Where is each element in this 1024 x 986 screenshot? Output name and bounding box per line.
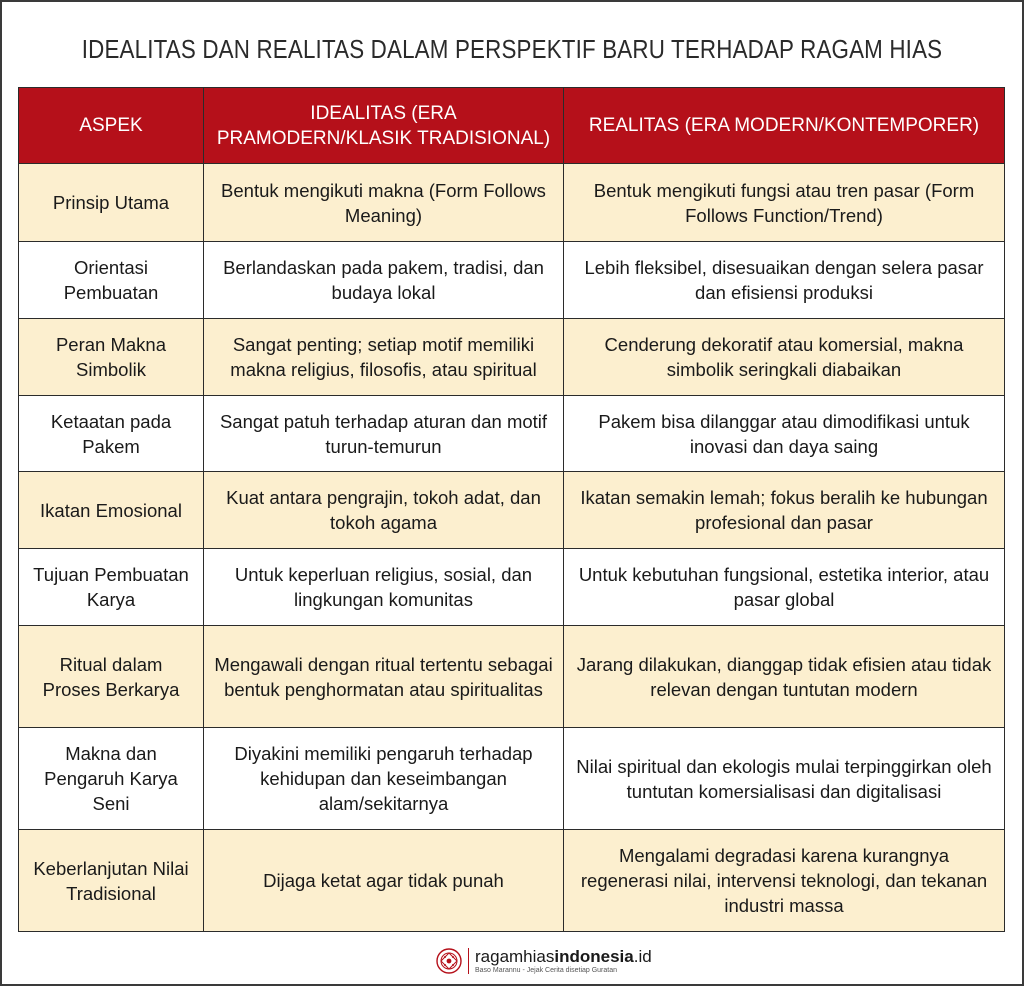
cell-realitas: Jarang dilakukan, dianggap tidak efisien atau tidak relevan dengan tuntutan modern [564,626,1005,728]
header-realitas: REALITAS (ERA MODERN/KONTEMPORER) [564,88,1005,164]
ragamhias-logo-icon [436,948,462,974]
logo-divider [468,948,469,974]
cell-realitas: Pakem bisa dilanggar atau dimodifikasi untuk inovasi dan daya saing [564,396,1005,472]
table-row [19,549,1005,626]
table-body [19,164,1005,932]
table-row [19,626,1005,728]
comparison-table [18,87,1005,932]
brand-tagline: Baso Marannu - Jejak Cerita disetiap Guratan [475,966,618,974]
cell-idealitas: Dijaga ketat agar tidak punah [204,830,564,932]
cell-aspek: Ketaatan pada Pakem [19,396,204,472]
cell-idealitas: Sangat penting; setiap motif memiliki makna religius, filosofis, atau spiritual [204,319,564,396]
cell-aspek: Keberlanjutan Nilai Tradisional [19,830,204,932]
table-row [19,396,1005,472]
table-row [19,728,1005,830]
page-title: IDEALITAS DAN REALITAS DALAM PERSPEKTIF BARU TERHADAP RAGAM HIAS [81,34,943,64]
cell-aspek: Tujuan Pembuatan Karya [19,549,204,626]
brand-part-1: ragamhias [475,946,555,966]
table-row [19,472,1005,549]
brand-part-2: indonesia [554,946,634,966]
cell-aspek: Ikatan Emosional [19,472,204,549]
cell-realitas: Bentuk mengikuti fungsi atau tren pasar (Form Follows Function/Trend) [564,164,1005,242]
cell-idealitas: Diyakini memiliki pengaruh terhadap kehidupan dan keseimbangan alam/sekitarnya [204,728,564,830]
cell-realitas: Lebih fleksibel, disesuaikan dengan selera pasar dan efisiensi produksi [564,242,1005,319]
cell-idealitas: Untuk keperluan religius, sosial, dan lingkungan komunitas [204,549,564,626]
table-row [19,164,1005,242]
table-header-row [19,88,1005,164]
cell-idealitas: Sangat patuh terhadap aturan dan motif turun-temurun [204,396,564,472]
cell-idealitas: Kuat antara pengrajin, tokoh adat, dan tokoh agama [204,472,564,549]
brand-name [475,948,652,966]
brand-part-3: .id [633,946,652,966]
table-row [19,242,1005,319]
cell-idealitas: Berlandaskan pada pakem, tradisi, dan budaya lokal [204,242,564,319]
cell-idealitas: Mengawali dengan ritual tertentu sebagai bentuk penghormatan atau spiritualitas [204,626,564,728]
cell-aspek: Prinsip Utama [19,164,204,242]
cell-realitas: Untuk kebutuhan fungsional, estetika interior, atau pasar global [564,549,1005,626]
cell-aspek: Makna dan Pengaruh Karya Seni [19,728,204,830]
table-row [19,830,1005,932]
cell-aspek: Ritual dalam Proses Berkarya [19,626,204,728]
table-row [19,319,1005,396]
header-aspek: ASPEK [19,88,204,164]
cell-realitas: Nilai spiritual dan ekologis mulai terpinggirkan oleh tuntutan komersialisasi dan digitalisasi [564,728,1005,830]
cell-realitas: Ikatan semakin lemah; fokus beralih ke hubungan profesional dan pasar [564,472,1005,549]
cell-aspek: Peran Makna Simbolik [19,319,204,396]
footer-brand [436,944,652,978]
cell-idealitas: Bentuk mengikuti makna (Form Follows Meaning) [204,164,564,242]
cell-realitas: Cenderung dekoratif atau komersial, makna simbolik seringkali diabaikan [564,319,1005,396]
header-idealitas: IDEALITAS (ERA PRAMODERN/KLASIK TRADISIONAL) [204,88,564,164]
cell-realitas: Mengalami degradasi karena kurangnya regenerasi nilai, intervensi teknologi, dan tekanan industri massa [564,830,1005,932]
cell-aspek: Orientasi Pembuatan [19,242,204,319]
